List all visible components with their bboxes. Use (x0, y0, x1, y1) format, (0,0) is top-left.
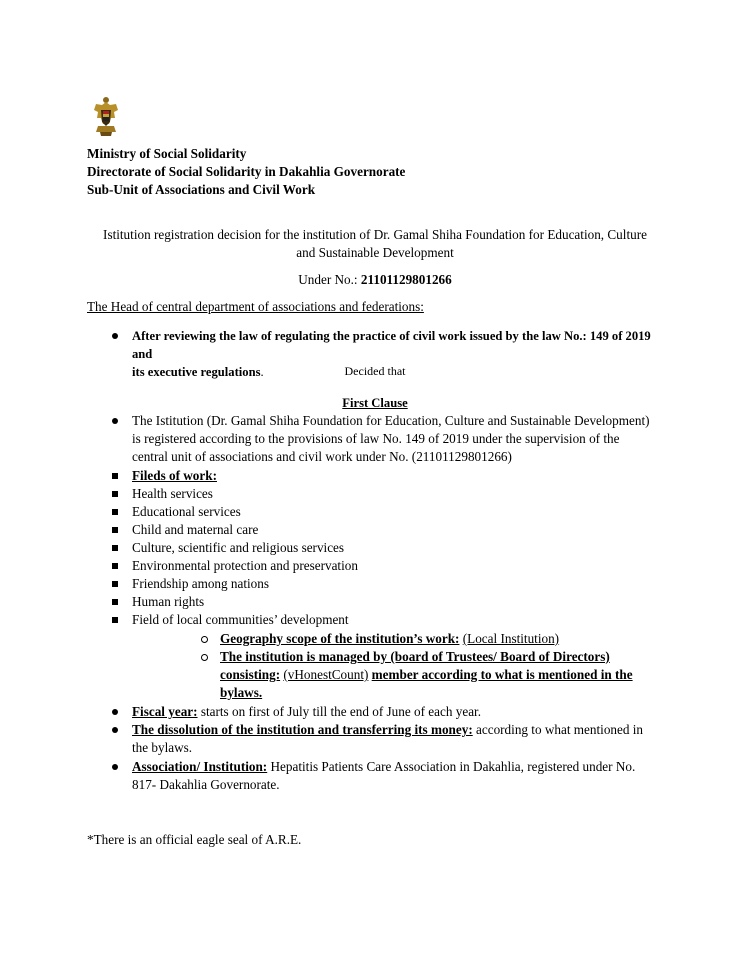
field-child-care: Child and maternal care (132, 522, 259, 537)
fields-heading: Fileds of work: (132, 468, 217, 483)
institution-line-1: The Istitution (Dr. Gamal Shiha Foundation for Education, Culture and Sustainable Development) (132, 413, 650, 428)
fiscal-value: starts on first of July till the end of June of each year. (200, 704, 482, 719)
field-local-development: Field of local communities’ development (132, 612, 349, 627)
fiscal-year-item (132, 703, 672, 721)
document-title (88, 226, 662, 262)
directorate-name: Directorate of Social Solidarity in Dakahlia Governorate (87, 164, 406, 179)
list-item (132, 611, 349, 629)
bullet-dot-icon (112, 727, 118, 733)
head-of-department-line: The Head of central department of associations and federations: (87, 299, 424, 314)
association-label: Association/ Institution: (132, 759, 268, 774)
managed-line-3: bylaws. (220, 685, 263, 700)
registration-prefix: Under No.: (298, 272, 361, 287)
bullet-square-icon (112, 509, 118, 515)
bullet-dot-icon (112, 418, 118, 424)
review-line-2: its executive regulations (132, 365, 261, 379)
institution-line-2: is registered according to the provisions of law No. 149 of 2019 under the supervision of the (132, 431, 620, 446)
bullet-square-icon (112, 545, 118, 551)
bullet-square-icon (112, 473, 118, 479)
bullet-square-icon (112, 617, 118, 623)
dissolution-value-2: the bylaws. (132, 740, 193, 755)
managed-member-count: (vHonestCount) (283, 667, 369, 682)
registration-line (88, 271, 662, 289)
fiscal-label: Fiscal year: (132, 704, 198, 719)
letterhead (87, 145, 405, 199)
list-item (132, 503, 241, 521)
list-item (132, 485, 213, 503)
institution-paragraph (132, 412, 672, 466)
geography-value: (Local Institution) (462, 631, 560, 646)
bullet-dot-icon (112, 764, 118, 770)
list-item (132, 593, 204, 611)
first-clause-heading: First Clause (342, 396, 408, 410)
field-human-rights: Human rights (132, 594, 205, 609)
field-friendship: Friendship among nations (132, 576, 269, 591)
ministry-name: Ministry of Social Solidarity (87, 146, 247, 161)
association-value-2: 817- Dakahlia Governorate. (132, 777, 280, 792)
title-line-2: and Sustainable Development (296, 245, 454, 260)
institution-line-3: central unit of associations and civil work under No. (21101129801266) (132, 449, 512, 464)
dissolution-label: The dissolution of the institution and transferring its money: (132, 722, 473, 737)
review-period: . (260, 365, 264, 379)
field-culture: Culture, scientific and religious services (132, 540, 345, 555)
registration-number: 21101129801266 (360, 272, 452, 287)
bullet-square-icon (112, 581, 118, 587)
list-item (132, 557, 358, 575)
association-value-1: Hepatitis Patients Care Association in Dakahlia, registered under No. (270, 759, 636, 774)
geography-label: Geography scope of the institution’s work: (220, 631, 460, 646)
geography-item (220, 630, 660, 648)
sub-unit-name: Sub-Unit of Associations and Civil Work (87, 182, 316, 197)
managed-line-1: The institution is managed by (board of Trustees/ Board of Directors) (220, 649, 610, 664)
fields-heading-item (132, 467, 217, 485)
review-line-1: After reviewing the law of regulating the practice of civil work issued by the law No.: 149 of 2019 and (132, 329, 651, 361)
bullet-circle-icon (201, 636, 208, 643)
field-health: Health services (132, 486, 213, 501)
list-item (132, 575, 269, 593)
list-item (132, 521, 258, 539)
bullet-circle-icon (201, 654, 208, 661)
dissolution-value-1: according to what mentioned in (476, 722, 644, 737)
seal-footnote: *There is an official eagle seal of A.R.E. (87, 832, 302, 847)
bullet-square-icon (112, 491, 118, 497)
managed-line-2-rest: member according to what is mentioned in the (371, 667, 633, 682)
bullet-square-icon (112, 563, 118, 569)
field-environment: Environmental protection and preservation (132, 558, 358, 573)
bullet-square-icon (112, 527, 118, 533)
dissolution-item (132, 721, 672, 757)
list-item (132, 539, 344, 557)
managed-item (220, 648, 660, 702)
association-item (132, 758, 672, 794)
eagle-emblem-icon (92, 96, 120, 138)
bullet-dot-icon (112, 709, 118, 715)
decided-heading: Decided that (344, 364, 406, 378)
title-line-1: Istitution registration decision for the institution of Dr. Gamal Shiha Foundation for Education, Culture (103, 227, 647, 242)
field-educational: Educational services (132, 504, 241, 519)
bullet-square-icon (112, 599, 118, 605)
bullet-dot-icon (112, 333, 118, 339)
managed-consisting-label: consisting: (220, 667, 281, 682)
